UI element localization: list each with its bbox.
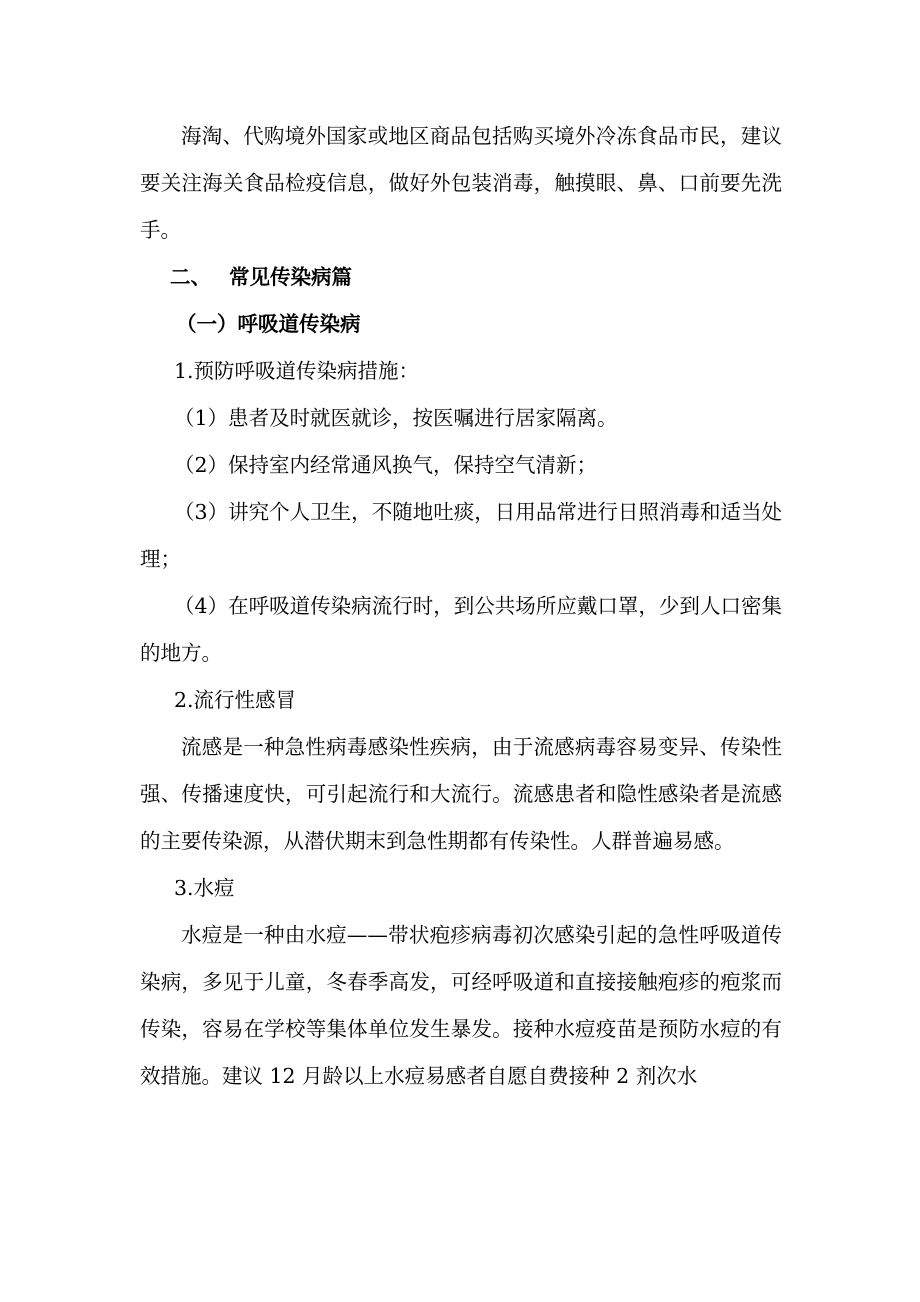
varicella-paragraph: 水痘是一种由水痘——带状疱疹病毒初次感染引起的急性呼吸道传染病，多见于儿童，冬春季高发，可经呼吸道和直接接触疱疹的疱浆而传染，容易在学校等集体单位发生暴发。接种水痘疫苗是预防水痘的有效措施。建议 12 月龄以上水痘易感者自愿自费接种 2 剂次水 [140, 923, 782, 1088]
section-number: 二、 [170, 265, 211, 289]
intro-paragraph: 海淘、代购境外国家或地区商品包括购买境外冷冻食品市民，建议要关注海关食品检疫信息，做好外包装消毒，触摸眼、鼻、口前要先洗手。 [140, 124, 782, 242]
subsection-heading: （一）呼吸道传染病 [176, 312, 361, 336]
measure-2: （2）保持室内经常通风换气，保持空气清新； [174, 453, 598, 477]
section-heading [140, 254, 782, 301]
measure-1: （1）患者及时就医就诊，按医嘱进行居家隔离。 [174, 406, 618, 430]
document-page [140, 113, 782, 1100]
item-2-title: 2.流行性感冒 [174, 688, 297, 712]
measure-3: （3）讲究个人卫生，不随地吐痰，日用品常进行日照消毒和适当处理； [140, 500, 782, 571]
measure-4: （4）在呼吸道传染病流行时，到公共场所应戴口罩，少到人口密集的地方。 [140, 594, 782, 665]
item-1-title: 1.预防呼吸道传染病措施： [174, 359, 420, 383]
section-title: 常见传染病篇 [229, 265, 352, 289]
flu-paragraph: 流感是一种急性病毒感染性疾病，由于流感病毒容易变异、传染性强、传播速度快，可引起流行和大流行。流感患者和隐性感染者是流感的主要传染源，从潜伏期末到急性期都有传染性。人群普遍易感。 [140, 735, 782, 853]
item-3-title: 3.水痘 [174, 876, 235, 900]
